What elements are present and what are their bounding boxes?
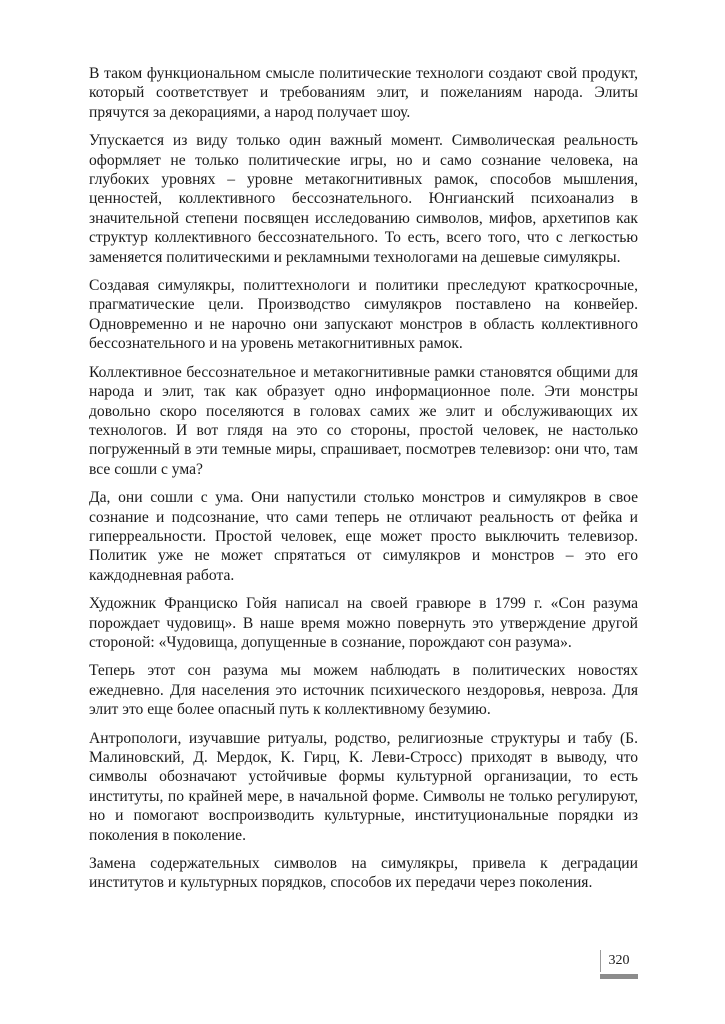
page-number-bar	[600, 974, 638, 979]
paragraph: Антропологи, изучавшие ритуалы, родство, религиозные структуры и табу (Б. Малиновский, Д. Мердок, К. Гирц, К. Леви-Стросс) приходят в выводу, что символы обозначают устойчивые формы культурной организации, то есть институты, по крайней мере, в начальной форме. Символы не только регулируют, но и помогают воспроизводить культурные, институциональные порядки из поколения в поколение.	[89, 729, 638, 844]
paragraph: Создавая симулякры, политтехнологи и политики преследуют краткосрочные, прагматические цели. Производство симулякров поставлено на конвейер. Одновременно и не нарочно они запускают монстров в область коллективного бессознательного и на уровень метакогнитивных рамок.	[89, 277, 638, 353]
page-body	[89, 64, 638, 902]
paragraph: В таком функциональном смысле политические технологи создают свой продукт, который соответствует и требованиям элит, и пожеланиям народа. Элиты прячутся за декорациями, а народ получает шоу.	[89, 65, 638, 121]
paragraph: Да, они сошли с ума. Они напустили столько монстров и симулякров в свое сознание и подсознание, что сами теперь не отличают реальность от фейка и гиперреальности. Простой человек, еще может просто выключить телевизор. Политик уже не может спрятаться от симулякров и монстров – это его каждодневная работа.	[89, 489, 638, 584]
paragraph: Коллективное бессознательное и метакогнитивные рамки становятся общими для народа и элит, так как образует одно информационное поле. Эти монстры довольно скоро поселяются в головах самих же элит и обслуживающих их технологов. И вот глядя на это со стороны, простой человек, не настолько погруженный в эти темные миры, спрашивает, посмотрев телевизор: они что, там все сошли с ума?	[89, 363, 638, 478]
paragraph: Художник Франциско Гойя написал на своей гравюре в 1799 г. «Сон разума порождает чудовищ». В наше время можно повернуть это утверждение другой стороной: «Чудовища, допущенные в сознание, порождают сон разума».	[89, 595, 638, 651]
paragraph: Упускается из виду только один важный момент. Символическая реальность оформляет не только политические игры, но и само сознание человека, на глубоких уровнях – уровне метакогнитивных рамок, способов мышления, ценностей, коллективного бессознательного. Юнгианский психоанализ в значительной степени посвящен исследованию символов, мифов, архетипов как структур коллективного бессознательного. То есть, всего того, что с легкостью заменяется политическими и рекламными технологами на дешевые симулякры.	[89, 132, 638, 266]
page-number: 320	[608, 953, 630, 968]
paragraph: Замена содержательных символов на симулякры, привела к деградации институтов и культурных порядков, способов их передачи через поколения.	[89, 855, 638, 892]
paragraph: Теперь этот сон разума мы можем наблюдать в политических новостях ежедневно. Для населения это источник психического нездоровья, невроза. Для элит это еще более опасный путь к коллективному безумию.	[89, 662, 638, 719]
